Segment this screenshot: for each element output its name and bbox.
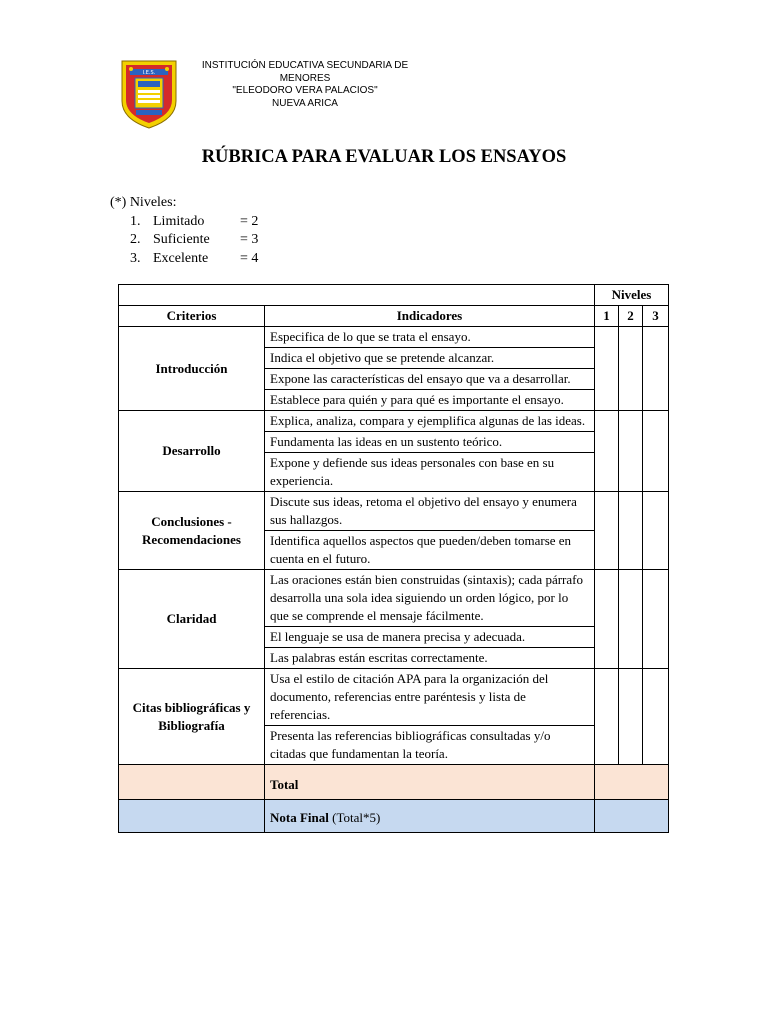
indicador-cell: Las oraciones están bien construidas (sintaxis); cada párrafo desarrolla una sola idea siguiendo un orden lógico, por lo que se comprende el mensaje fácilmente. [265, 570, 595, 627]
institution-header [190, 60, 420, 110]
level-value: = 3 [240, 232, 259, 247]
indicador-cell: Explica, analiza, compara y ejemplifica algunas de las ideas. [265, 411, 595, 432]
final-grade-formula: (Total*5) [332, 810, 381, 825]
indicador-cell: Discute sus ideas, retoma el objetivo del ensayo y enumera sus hallazgos. [265, 492, 595, 531]
indicadores-header: Indicadores [265, 306, 595, 327]
score-cell-3[interactable] [643, 492, 669, 570]
level-value: = 2 [240, 213, 259, 229]
indicador-cell: Expone y defiende sus ideas personales con base en su experiencia. [265, 453, 595, 492]
indicador-cell: Presenta las referencias bibliográficas consultadas y/o citadas que fundamentan la teoría. [265, 726, 595, 765]
indicador-cell: Identifica aquellos aspectos que pueden/deben tomarse en cuenta en el futuro. [265, 531, 595, 570]
score-cell-1[interactable] [595, 327, 619, 411]
score-cell-1[interactable] [595, 492, 619, 570]
level-value: = 4 [240, 250, 259, 266]
level-1-header: 1 [595, 306, 619, 327]
level-name: Limitado [153, 213, 205, 229]
score-cell-2[interactable] [619, 327, 643, 411]
level-3-header: 3 [643, 306, 669, 327]
criterio-cell: Conclusiones - Recomendaciones [119, 492, 265, 570]
level-item [110, 231, 259, 250]
score-cell-2[interactable] [619, 492, 643, 570]
score-cell-3[interactable] [643, 411, 669, 492]
score-cell-1[interactable] [595, 570, 619, 669]
score-cell-2[interactable] [619, 570, 643, 669]
levels-heading: (*) Niveles: [110, 195, 177, 210]
criterio-cell: Claridad [119, 570, 265, 669]
level-number: 2. [130, 232, 141, 247]
level-number: 1. [130, 213, 141, 229]
institution-line: INSTITUCIÓN EDUCATIVA SECUNDARIA DE [201, 60, 409, 71]
institution-line: MENORES [279, 72, 331, 84]
total-value-cell[interactable] [595, 765, 669, 800]
table-header-row [119, 285, 669, 306]
score-cell-3[interactable] [643, 327, 669, 411]
institution-line: "ELEODORO VERA PALACIOS" [232, 85, 378, 96]
indicador-cell: Fundamenta las ideas en un sustento teórico. [265, 432, 595, 453]
niveles-header: Niveles [595, 285, 669, 306]
institution-line: NUEVA ARICA [272, 97, 338, 109]
score-cell-2[interactable] [619, 411, 643, 492]
svg-text:I.E.S.: I.E.S. [142, 70, 156, 76]
score-cell-1[interactable] [595, 669, 619, 765]
criterio-cell: Citas bibliográficas y Bibliografía [119, 669, 265, 765]
criterios-header: Criterios [119, 306, 265, 327]
score-cell-3[interactable] [643, 570, 669, 669]
indicador-cell: El lenguaje se usa de manera precisa y adecuada. [265, 627, 595, 648]
final-blank-cell [119, 800, 265, 833]
indicador-cell: Las palabras están escritas correctamente. [265, 648, 595, 669]
table-row [119, 669, 669, 726]
table-row [119, 411, 669, 432]
school-crest-icon [120, 57, 178, 129]
final-grade-row [119, 800, 669, 833]
total-blank-cell [119, 765, 265, 800]
indicador-cell: Expone las características del ensayo que va a desarrollar. [265, 369, 595, 390]
page-title: RÚBRICA PARA EVALUAR LOS ENSAYOS [201, 147, 567, 167]
level-item [110, 250, 259, 269]
indicador-cell: Usa el estilo de citación APA para la organización del documento, referencias entre paréntesis y lista de referencias. [265, 669, 595, 726]
header-blank-cell [119, 285, 595, 306]
rubric-table [118, 284, 669, 833]
indicador-cell: Indica el objetivo que se pretende alcanzar. [265, 348, 595, 369]
final-grade-label: Nota Final [270, 810, 329, 825]
total-row [119, 765, 669, 800]
level-name: Excelente [153, 250, 209, 266]
final-grade-value-cell[interactable] [595, 800, 669, 833]
indicador-cell: Especifica de lo que se trata el ensayo. [265, 327, 595, 348]
level-number: 3. [130, 250, 141, 266]
level-name: Suficiente [153, 232, 210, 247]
table-row [119, 327, 669, 348]
total-label: Total [265, 765, 595, 800]
levels-legend [110, 194, 259, 268]
criterio-cell: Introducción [119, 327, 265, 411]
score-cell-1[interactable] [595, 411, 619, 492]
score-cell-2[interactable] [619, 669, 643, 765]
table-row [119, 570, 669, 627]
final-grade-label-cell [265, 800, 595, 833]
level-2-header: 2 [619, 306, 643, 327]
indicador-cell: Establece para quién y para qué es importante el ensayo. [265, 390, 595, 411]
score-cell-3[interactable] [643, 669, 669, 765]
criterio-cell: Desarrollo [119, 411, 265, 492]
level-item [110, 213, 259, 232]
table-row [119, 492, 669, 531]
table-header-row [119, 306, 669, 327]
